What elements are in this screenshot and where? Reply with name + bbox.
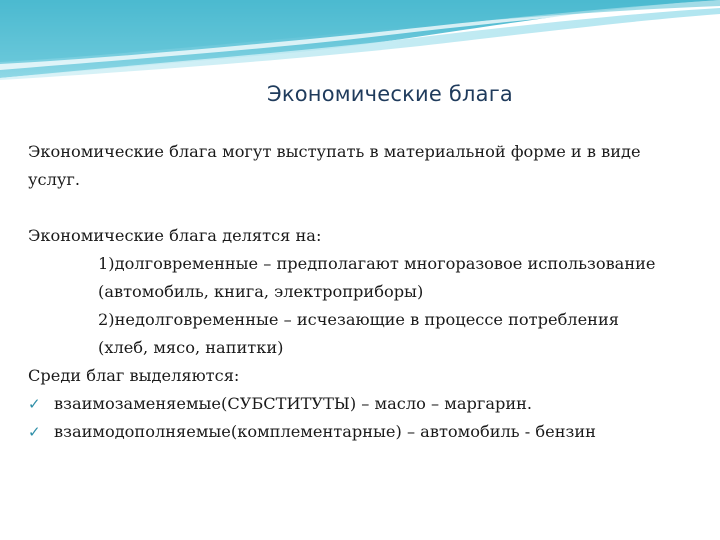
item-1-line-1: 1)долговременные – предполагают многоразовое использование: [98, 254, 656, 273]
bullet-item: [28, 390, 698, 418]
item-1-line-2: (автомобиль, книга, электроприборы): [98, 282, 424, 301]
paragraph-spacer: [28, 194, 698, 222]
paragraph-1-line-1: Экономические блага могут выступать в материальной форме и в виде: [28, 142, 641, 161]
slide-body: [28, 138, 698, 446]
classification-intro: Экономические блага делятся на:: [28, 226, 322, 245]
section-intro: Среди благ выделяются:: [28, 366, 240, 385]
slide-title: Экономические блага: [266, 82, 513, 106]
checkmark-icon: ✓: [28, 395, 41, 413]
item-2-line-1: 2)недолговременные – исчезающие в процессе потребления: [98, 310, 619, 329]
checkmark-icon: ✓: [28, 423, 41, 441]
decorative-wave-header: [0, 0, 720, 80]
item-2-line-2: (хлеб, мясо, напитки): [98, 338, 284, 357]
bullet-item: [28, 418, 698, 446]
bullet-text: взаимозаменяемые(СУБСТИТУТЫ) – масло – маргарин.: [54, 394, 533, 413]
paragraph-1-line-2: услуг.: [28, 170, 81, 189]
bullet-text: взаимодополняемые(комплементарные) – автомобиль - бензин: [54, 422, 596, 441]
